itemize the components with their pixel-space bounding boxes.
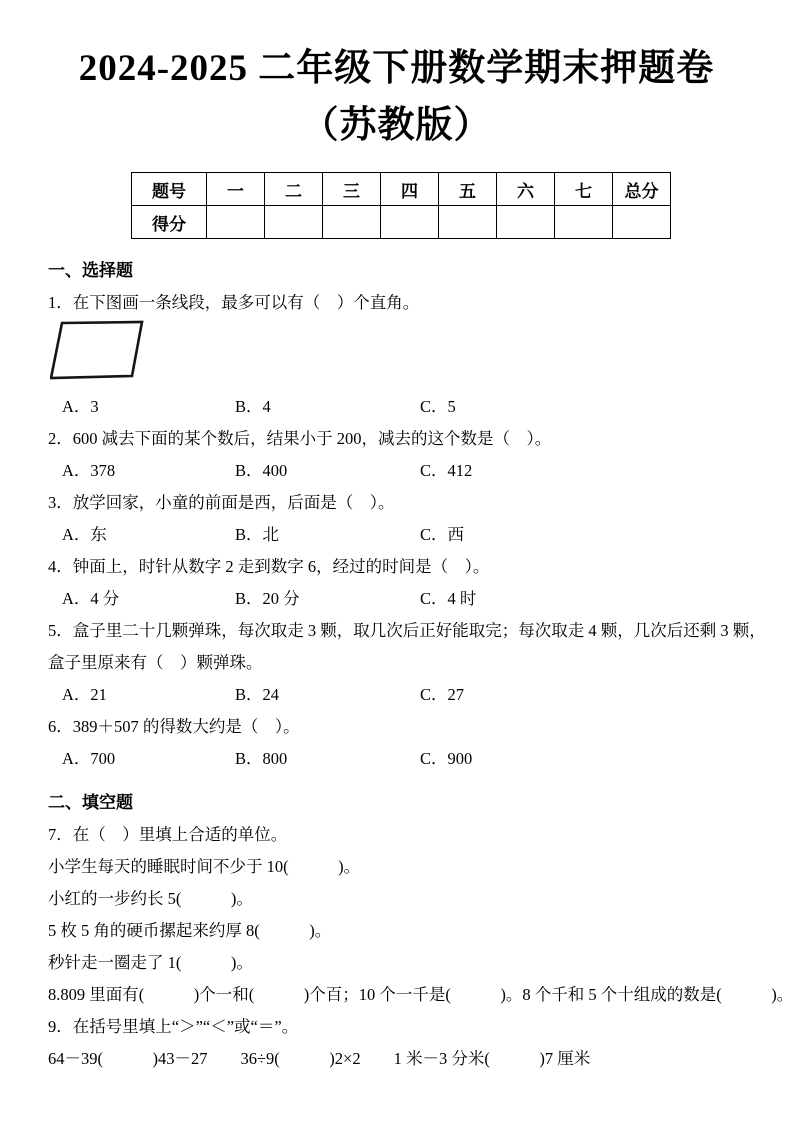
paper-title: [0, 40, 793, 154]
question-1-option-c: C．5: [420, 397, 456, 416]
question-5-option-c: C．27: [420, 685, 465, 704]
question-6-option-a: A．700: [62, 749, 116, 768]
question-4-option-a: A．4 分: [62, 589, 120, 608]
score-table: [131, 172, 671, 239]
question-2-options: [48, 455, 781, 487]
score-table-header-5: 五: [439, 173, 497, 206]
score-table-header-1: 一: [207, 173, 265, 206]
paper-title-line2: （苏教版）: [301, 105, 492, 146]
question-7-blank-step-length: 小红的一步约长 5( )。: [48, 889, 253, 908]
score-table-header-6: 六: [497, 173, 555, 206]
question-3-text: 3．放学回家，小童的前面是西，后面是（ ）。: [48, 493, 395, 512]
score-cell-5: [439, 206, 497, 239]
question-3-option-c: C．西: [420, 525, 465, 544]
question-2-option-c: C．412: [420, 461, 473, 480]
question-1-option-b: B．4: [235, 397, 271, 416]
score-cell-4: [381, 206, 439, 239]
score-table-header-total: 总分: [613, 173, 671, 206]
question-7-text: 7．在（ ）里填上合适的单位。: [48, 825, 288, 844]
question-3-options: [48, 519, 781, 551]
question-7-blank-sleep-time: 小学生每天的睡眠时间不少于 10( )。: [48, 857, 361, 876]
score-cell-6: [497, 206, 555, 239]
score-cell-3: [323, 206, 381, 239]
question-6-text: 6．389＋507 的得数大约是（ ）。: [48, 717, 300, 736]
score-cell-total: [613, 206, 671, 239]
question-1-text: 1．在下图画一条线段，最多可以有（ ）个直角。: [48, 293, 420, 312]
question-9-comparison-items: 64－39( )43－27 36÷9( )2×2 1 米－3 分米( )7 厘米: [48, 1049, 591, 1068]
question-2-text: 2．600 减去下面的某个数后，结果小于 200，减去的这个数是（ ）。: [48, 429, 552, 448]
question-7-blank-second-hand: 秒针走一圈走了 1( )。: [48, 953, 253, 972]
section-heading-choice: 一、选择题: [48, 261, 133, 280]
score-table-header-7: 七: [555, 173, 613, 206]
score-cell-2: [265, 206, 323, 239]
question-4-options: [48, 583, 781, 615]
score-table-score-row: [132, 206, 671, 239]
score-table-header-2: 二: [265, 173, 323, 206]
question-9-text: 9．在括号里填上“＞”“＜”或“＝”。: [48, 1017, 299, 1036]
question-1-option-a: A．3: [62, 397, 99, 416]
question-4-option-c: C．4 时: [420, 589, 477, 608]
score-table-header-3: 三: [323, 173, 381, 206]
question-5-option-a: A．21: [62, 685, 107, 704]
question-1-options: [48, 391, 781, 423]
score-cell-7: [555, 206, 613, 239]
question-5-options: [48, 679, 781, 711]
question-4-option-b: B．20 分: [235, 589, 300, 608]
question-6-option-c: C．900: [420, 749, 473, 768]
question-6-options: [48, 743, 781, 775]
question-3-option-a: A．东: [62, 525, 107, 544]
question-3-option-b: B．北: [235, 525, 280, 544]
question-2-option-b: B．400: [235, 461, 288, 480]
question-7-blank-coin-stack: 5 枚 5 角的硬币摞起来约厚 8( )。: [48, 921, 332, 940]
score-row-label: 得分: [132, 206, 207, 239]
question-1-figure: [48, 319, 781, 391]
score-table-header-row: [132, 173, 671, 206]
question-2-option-a: A．378: [62, 461, 116, 480]
paper-body: [0, 255, 793, 1075]
question-4-text: 4．钟面上，时针从数字 2 走到数字 6，经过的时间是（ ）。: [48, 557, 490, 576]
question-5-text: 5．盒子里二十几颗弹珠，每次取走 3 颗，取几次后正好能取完；每次取走 4 颗，几次后还剩 3 颗，盒子里原来有（ ）颗弹珠。: [48, 621, 766, 672]
paper-title-line1: 2024-2025 二年级下册数学期末押题卷: [78, 48, 715, 89]
question-5-option-b: B．24: [235, 685, 280, 704]
section-heading-fill: 二、填空题: [48, 793, 133, 812]
score-table-header-4: 四: [381, 173, 439, 206]
question-8-text: 8.809 里面有( )个一和( )个百；10 个一千是( )。8 个千和 5 个十组成的数是( )。: [48, 985, 793, 1004]
score-table-header-question-no: 题号: [132, 173, 207, 206]
parallelogram-shape: [50, 320, 146, 382]
question-6-option-b: B．800: [235, 749, 288, 768]
score-cell-1: [207, 206, 265, 239]
